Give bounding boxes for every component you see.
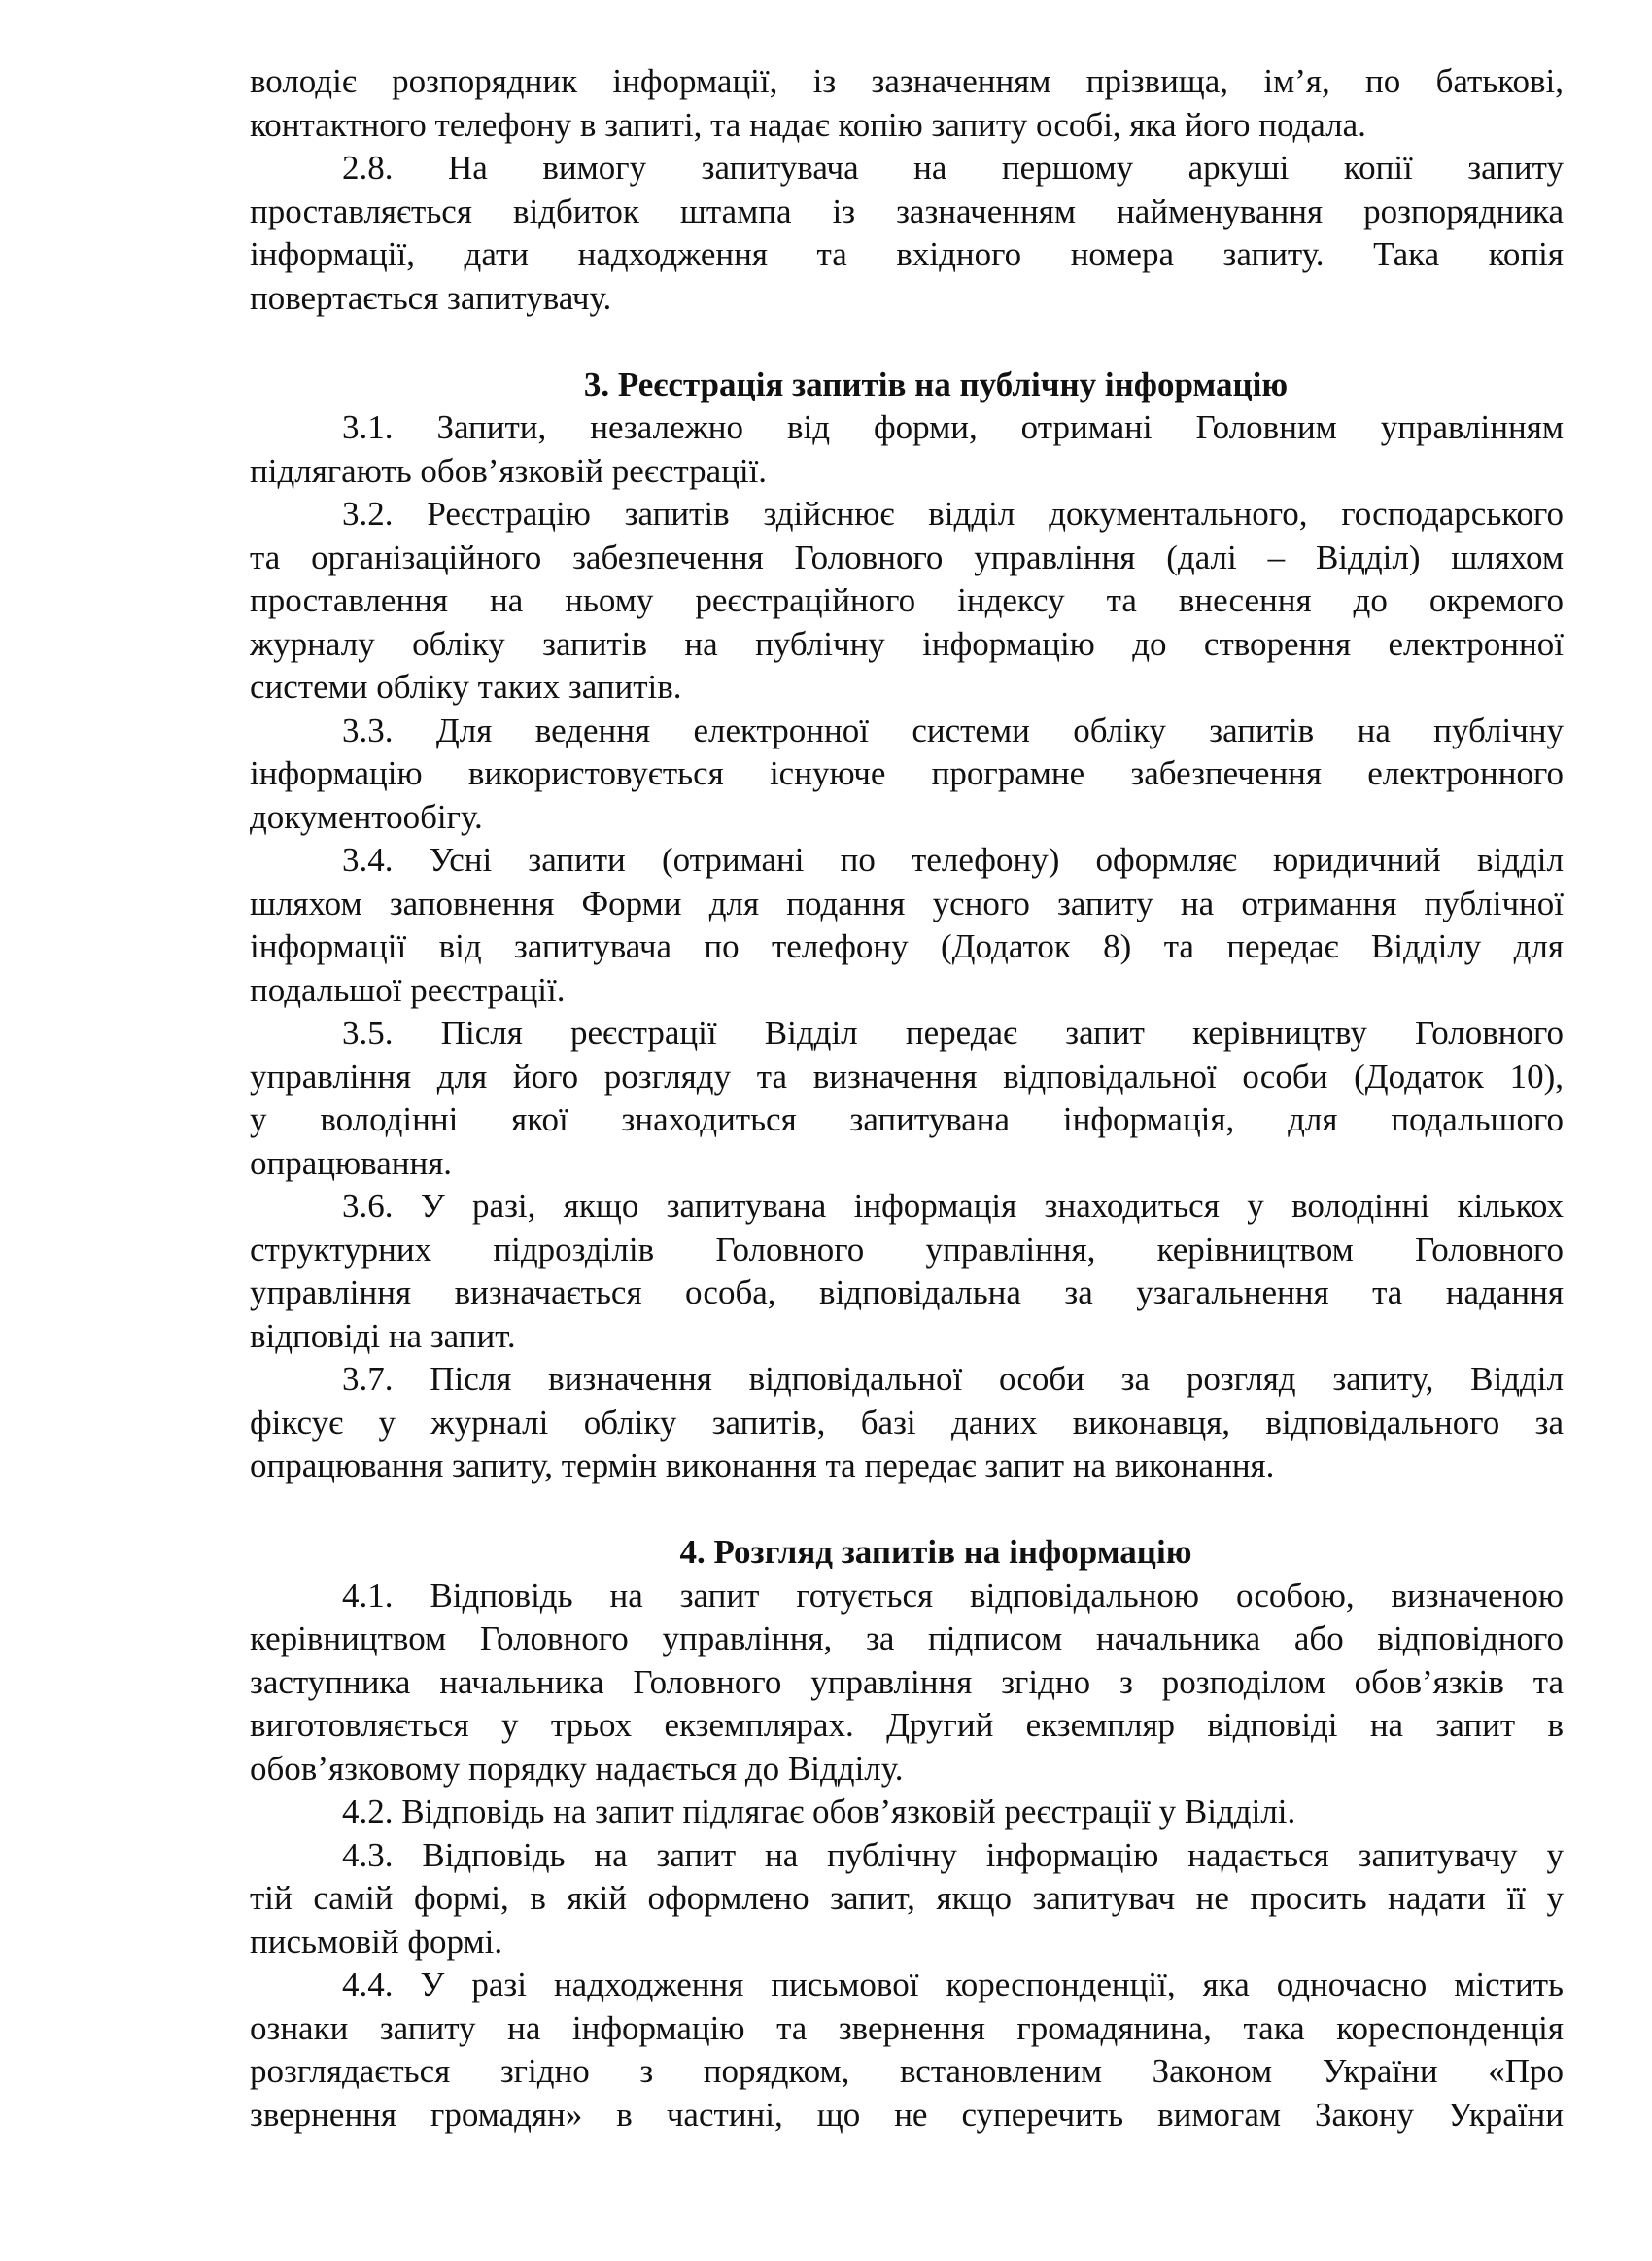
- text-line: шляхом заповнення Форми для подання усного запиту на отримання публічної: [250, 884, 1564, 922]
- text-line: 3.2. Реєстрацію запитів здійснює відділ документального, господарського: [342, 495, 1564, 533]
- text-line: письмовій формі.: [250, 1922, 503, 1961]
- text-line: керівництвом Головного управління, за підписом начальника або відповідного: [250, 1619, 1564, 1657]
- paragraph-p-4-2: [250, 1791, 1564, 1834]
- paragraph-p-4-1: [250, 1575, 1564, 1791]
- paragraph-p-3-7: [250, 1358, 1564, 1488]
- text-line: розглядається згідно з порядком, встановленим Законом України «Про: [250, 2052, 1564, 2090]
- text-line: опрацювання.: [250, 1143, 453, 1182]
- text-line: опрацювання запиту, термін виконання та передає запит на виконання.: [250, 1446, 1275, 1484]
- blank-line: [250, 320, 1564, 364]
- text-line: 3.4. Усні запити (отримані по телефону) оформляє юридичний відділ: [342, 841, 1564, 879]
- section-heading-h-3: 3. Реєстрація запитів на публічну інформацію: [583, 365, 1289, 403]
- text-line: відповіді на запит.: [250, 1316, 516, 1355]
- text-line: контактного телефону в запиті, та надає копію запиту особі, яка його подала.: [250, 105, 1366, 144]
- blank-line: [250, 1488, 1564, 1532]
- text-line: 3.5. Після реєстрації Відділ передає запит керівництву Головного: [342, 1014, 1564, 1052]
- paragraph-p-3-2: [250, 493, 1564, 710]
- text-line: управління визначається особа, відповідальна за узагальнення та надання: [250, 1273, 1564, 1311]
- text-line: інформацію використовується існуюче програмне забезпечення електронного: [250, 754, 1564, 792]
- text-line: 3.6. У разі, якщо запитувана інформація знаходиться у володінні кількох: [342, 1187, 1564, 1225]
- text-line: управління для його розгляду та визначення відповідальної особи (Додаток 10),: [250, 1057, 1564, 1096]
- text-line: 3.3. Для ведення електронної системи обліку запитів на публічну: [342, 711, 1564, 749]
- text-line: звернення громадян» в частині, що не суперечить вимогам Закону України: [250, 2095, 1564, 2134]
- text-line: журналу обліку запитів на публічну інформацію до створення електронної: [250, 624, 1564, 663]
- paragraph-p-4-4: [250, 1964, 1564, 2137]
- text-line: у володінні якої знаходиться запитувана інформація, для подальшого: [250, 1100, 1564, 1138]
- paragraph-p-2-8: [250, 147, 1564, 320]
- paragraph-p-3-5: [250, 1012, 1564, 1185]
- text-line: повертається запитувачу.: [250, 278, 612, 317]
- paragraph-p-4-3: [250, 1834, 1564, 1965]
- paragraph-p-3-6: [250, 1185, 1564, 1358]
- document-body: [250, 60, 1564, 2137]
- text-line: тій самій формі, в якій оформлено запит, якщо запитувач не просить надати її у: [250, 1879, 1564, 1917]
- section-heading-h-4: 4. Розгляд запитів на інформацію: [679, 1533, 1192, 1571]
- text-line: володіє розпорядник інформації, із зазначенням прізвища, ім’я, по батькові,: [250, 62, 1564, 100]
- text-line: проставлення на ньому реєстраційного індексу та внесення до окремого: [250, 581, 1564, 619]
- text-line: 3.1. Запити, незалежно від форми, отримані Головним управлінням: [342, 408, 1564, 446]
- paragraph-p-3-3: [250, 710, 1564, 840]
- text-line: документообігу.: [250, 797, 483, 836]
- paragraph-p-3-1: [250, 406, 1564, 493]
- text-line: структурних підрозділів Головного управління, керівництвом Головного: [250, 1230, 1564, 1269]
- text-line: 4.2. Відповідь на запит підлягає обов’язковій реєстрації у Відділі.: [342, 1792, 1296, 1830]
- text-line: та організаційного забезпечення Головного управління (далі – Відділ) шляхом: [250, 538, 1564, 576]
- text-line: проставляється відбиток штампа із зазначенням найменування розпорядника: [250, 191, 1564, 230]
- text-line: подальшої реєстрації.: [250, 970, 566, 1009]
- text-line: інформації, дати надходження та вхідного номера запиту. Така копія: [250, 235, 1564, 273]
- text-line: виготовляється у трьох екземплярах. Другий екземпляр відповіді на запит в: [250, 1706, 1564, 1744]
- text-line: 3.7. Після визначення відповідальної особи за розгляд запиту, Відділ: [342, 1360, 1564, 1398]
- text-line: 4.3. Відповідь на запит на публічну інформацію надається запитувачу у: [342, 1835, 1564, 1874]
- text-line: заступника начальника Головного управління згідно з розподілом обов’язків та: [250, 1662, 1564, 1701]
- text-line: системи обліку таких запитів.: [250, 668, 682, 706]
- text-line: підлягають обов’язковій реєстрації.: [250, 451, 768, 490]
- paragraph-p-2-7-tail: [250, 60, 1564, 147]
- text-line: ознаки запиту на інформацію та звернення громадянина, така кореспонденція: [250, 2008, 1564, 2047]
- text-line: 4.4. У разі надходження письмової кореспонденції, яка одночасно містить: [342, 1965, 1564, 2003]
- text-line: 4.1. Відповідь на запит готується відповідальною особою, визначеною: [342, 1576, 1564, 1615]
- text-line: інформації від запитувача по телефону (Додаток 8) та передає Відділу для: [250, 927, 1564, 965]
- text-line: обов’язковому порядку надається до Відділу.: [250, 1749, 904, 1788]
- text-line: 2.8. На вимогу запитувача на першому аркуші копії запиту: [342, 149, 1564, 187]
- text-line: фіксує у журналі обліку запитів, базі даних виконавця, відповідального за: [250, 1403, 1564, 1442]
- paragraph-p-3-4: [250, 839, 1564, 1012]
